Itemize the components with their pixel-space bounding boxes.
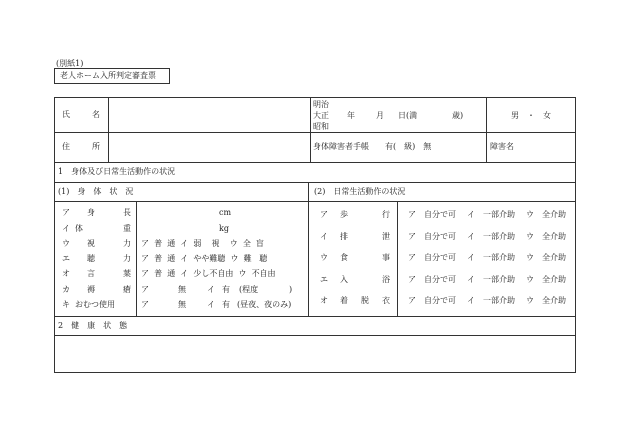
vision-options: ア 普 通 イ 弱 視 ウ 全 盲 (141, 239, 264, 248)
physical-label: 言 葉 (87, 269, 131, 278)
adl-options: ア 自分で可 イ 一部介助 ウ 全介助 (408, 296, 566, 305)
section2-title: 2 健 康 状 態 (58, 321, 128, 330)
dob-day: 日(満 (398, 111, 418, 120)
adl-options: ア 自分で可 イ 一部介助 ウ 全介助 (408, 253, 566, 262)
physical-title: (1) 身 体 状 況 (58, 187, 134, 196)
adl-letter: ウ (320, 253, 328, 262)
hearing-options: ア 普 通 イ やや難聴 ウ 難 聴 (141, 254, 268, 263)
physical-letter: ウ (62, 239, 70, 248)
col-divider (136, 201, 137, 316)
physical-label: 聴 力 (87, 254, 131, 263)
weight-unit: kg (219, 224, 229, 233)
physical-letter: ア (62, 208, 70, 217)
physical-label: 褥 瘡 (87, 285, 131, 294)
physical-letter: キ (62, 300, 70, 309)
section1-title: 1 身体及び日常生活動作の状況 (58, 167, 176, 176)
era-showa: 昭和 (313, 122, 329, 131)
col-divider (486, 97, 487, 162)
col-divider (108, 97, 109, 162)
row-divider (54, 316, 576, 317)
address-label: 住 所 (62, 142, 100, 151)
adl-letter: オ (320, 296, 328, 305)
disability-book: 身体障害者手帳 有( 級) 無 (313, 142, 432, 151)
adl-options: ア 自分で可 イ 一部介助 ウ 全介助 (408, 275, 566, 284)
row-divider (54, 162, 576, 163)
bedsore-options: ア 無 イ 有 (程度 ) (141, 285, 293, 294)
adl-label: 着 脱 衣 (340, 296, 390, 305)
adl-title: (2) 日常生活動作の状況 (314, 187, 406, 196)
adl-letter: エ (320, 275, 328, 284)
physical-label: 身 長 (87, 208, 131, 217)
adl-label: 入 浴 (340, 275, 390, 284)
row-divider (54, 201, 576, 202)
physical-letter: エ (62, 254, 70, 263)
physical-letter: カ (62, 285, 70, 294)
dob-month: 月 (376, 111, 384, 120)
col-divider (397, 201, 398, 316)
physical-label: 視 力 (87, 239, 131, 248)
physical-letter: オ (62, 269, 70, 278)
form-title-box (54, 68, 170, 84)
name-label: 氏 名 (62, 110, 100, 119)
health-status-area[interactable] (56, 337, 574, 371)
col-divider (308, 182, 309, 316)
row-divider (54, 182, 576, 183)
adl-options: ア 自分で可 イ 一部介助 ウ 全介助 (408, 210, 566, 219)
adl-options: ア 自分で可 イ 一部介助 ウ 全介助 (408, 232, 566, 241)
physical-label: おむつ使用 (75, 300, 115, 309)
dob-year: 年 (347, 111, 355, 120)
gender-options: 男 ・ 女 (511, 111, 551, 120)
physical-letter: イ (62, 224, 70, 233)
disability-name-label: 障害名 (490, 142, 514, 151)
adl-letter: イ (320, 232, 328, 241)
adl-label: 食 事 (340, 253, 390, 262)
row-divider (54, 335, 576, 336)
dob-age: 歳) (452, 111, 464, 120)
physical-label: 体 重 (75, 224, 131, 233)
adl-label: 歩 行 (340, 210, 390, 219)
era-meiji: 明治 (313, 100, 329, 109)
speech-options: ア 普 通 イ 少し不自由 ウ 不自由 (141, 269, 276, 278)
form-title: 老人ホーム入所判定審査票 (60, 71, 156, 80)
row-divider (54, 132, 576, 133)
diaper-options: ア 無 イ 有 (昼夜、夜のみ) (141, 300, 292, 309)
adl-label: 排 泄 (340, 232, 390, 241)
attachment-label: (別紙1) (56, 59, 84, 68)
era-taisho: 大正 (313, 111, 329, 120)
col-divider (310, 97, 311, 162)
adl-letter: ア (320, 210, 328, 219)
height-unit: cm (219, 208, 232, 217)
